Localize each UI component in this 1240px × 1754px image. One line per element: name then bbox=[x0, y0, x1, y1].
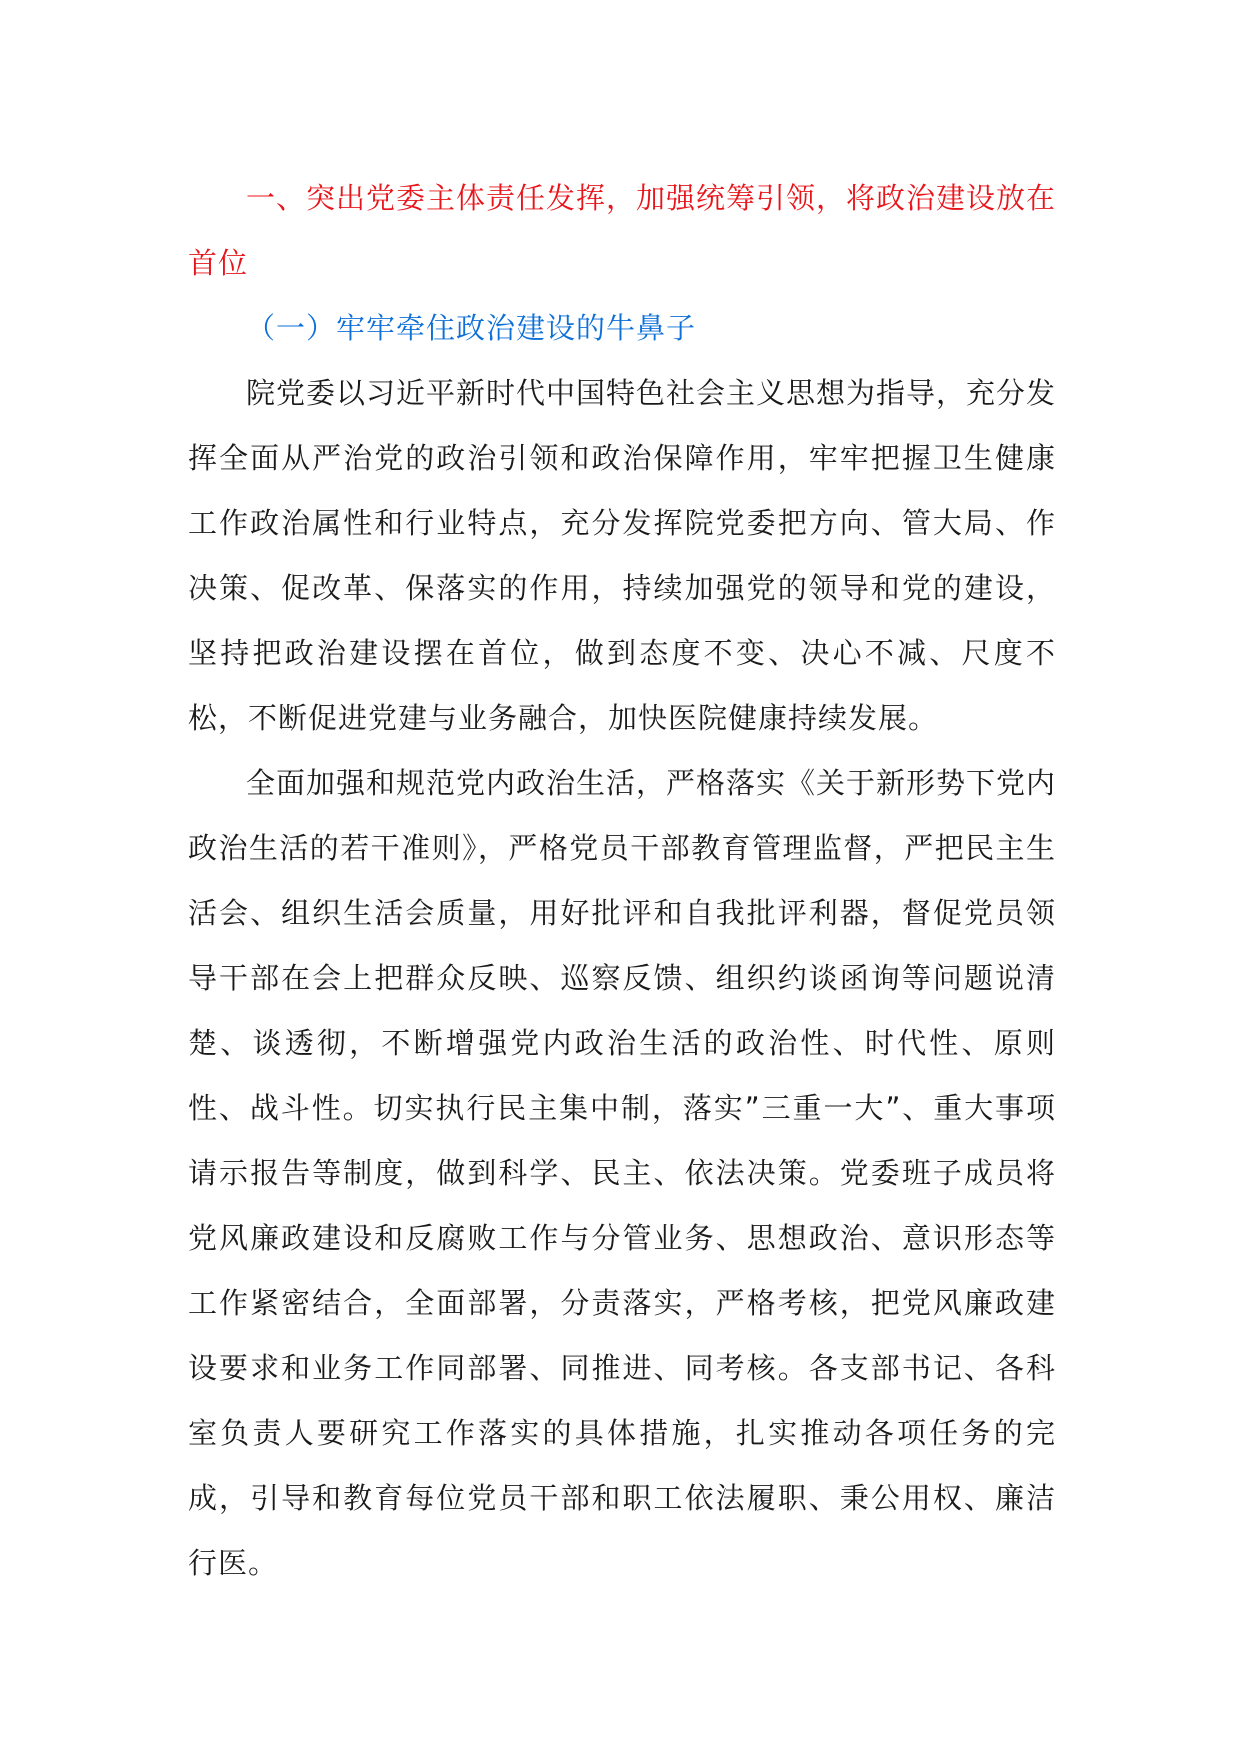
section-heading: 一、突出党委主体责任发挥，加强统筹引领，将政治建设放在首位 bbox=[188, 181, 1057, 280]
paragraph-1: 院党委以习近平新时代中国特色社会主义思想为指导，充分发挥全面从严治党的政治引领和政治保障作用，牢牢把握卫生健康工作政治属性和行业特点，充分发挥院党委把方向、管大局、作决策、促改革、保落实的作用，持续加强党的领导和党的建设，坚持把政治建设摆在首位，做到态度不变、决心不减、尺度不松，不断促进党建与业务融合，加快医院健康持续发展。 bbox=[188, 376, 1057, 735]
document-body bbox=[188, 166, 1056, 1596]
subsection-heading: （一）牢牢牵住政治建设的牛鼻子 bbox=[246, 311, 697, 345]
paragraph-2: 全面加强和规范党内政治生活，严格落实《关于新形势下党内政治生活的若干准则》，严格党员干部教育管理监督，严把民主生活会、组织生活会质量，用好批评和自我批评利器，督促党员领导干部在会上把群众反映、巡察反馈、组织约谈函询等问题说清楚、谈透彻，不断增强党内政治生活的政治性、时代性、原则性、战斗性。切实执行民主集中制，落实”三重一大”、重大事项请示报告等制度，做到科学、民主、依法决策。党委班子成员将党风廉政建设和反腐败工作与分管业务、思想政治、意识形态等工作紧密结合，全面部署，分责落实，严格考核，把党风廉政建设要求和业务工作同部署、同推进、同考核。各支部书记、各科室负责人要研究工作落实的具体措施，扎实推动各项任务的完成，引导和教育每位党员干部和职工依法履职、秉公用权、廉洁行医。 bbox=[188, 766, 1057, 1580]
